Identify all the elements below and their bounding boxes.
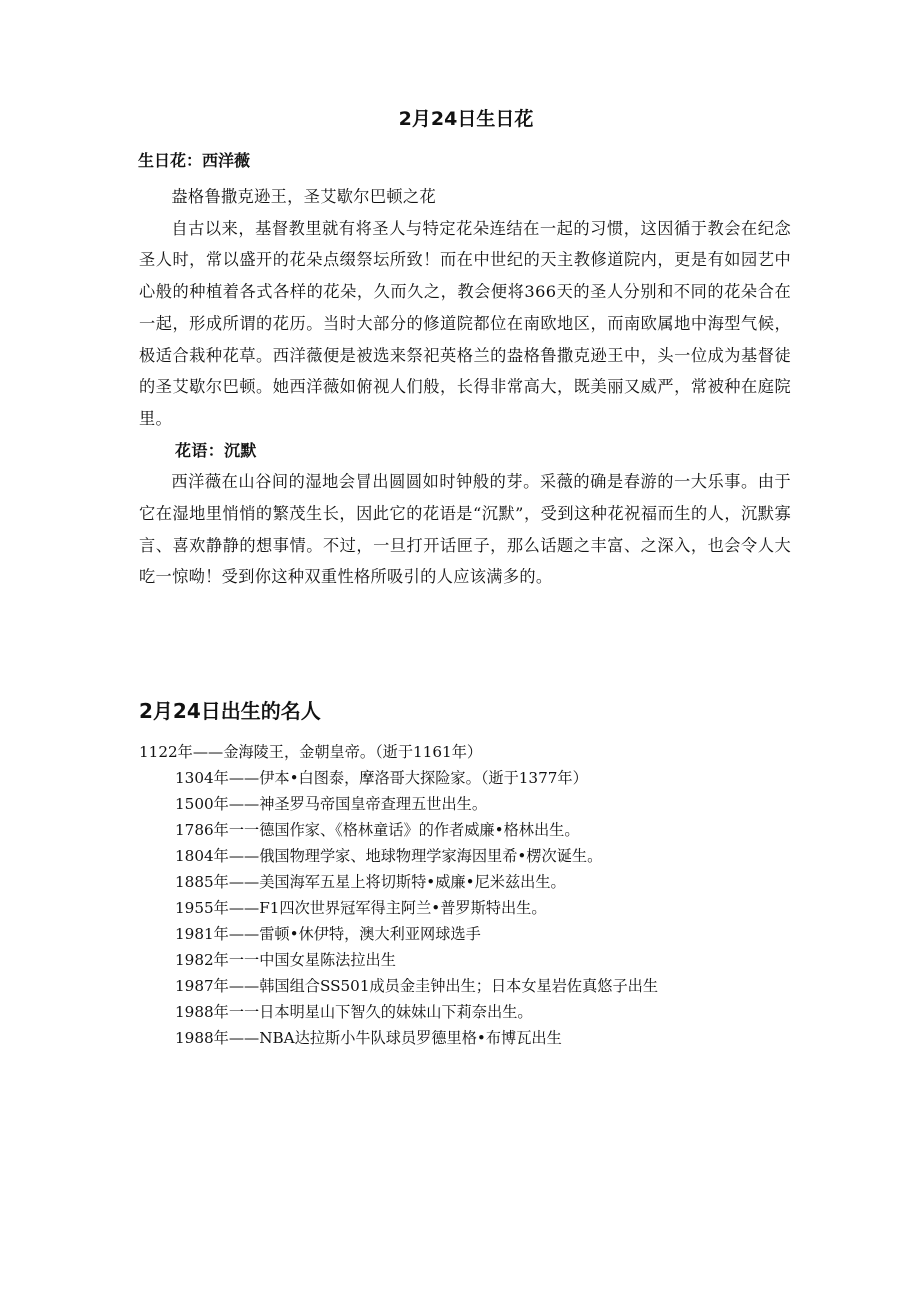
list-item: 1304年——伊本•白图泰，摩洛哥大探险家。（逝于1377年）: [175, 769, 588, 787]
list-item: 1500年——神圣罗马帝国皇帝查理五世出生。: [175, 795, 488, 813]
flower-subtitle: 盎格鲁撒克逊王，圣艾歇尔巴顿之花: [171, 187, 436, 206]
page-title: 2月24日生日花: [398, 108, 534, 130]
flower-language-paragraph: 西洋薇在山谷间的湿地会冒出圆圆如时钟般的芽。采薇的确是春游的一大乐事。由于它在湿地里悄悄的繁茂生长，因此它的花语是“沉默”，受到这种花祝福而生的人，沉默寡言、喜欢静静的想事情。不过，一旦打开话匣子，那么话题之丰富、之深入，也会令人大吃一惊呦！受到你这种双重性格所吸引的人应该满多的。: [139, 472, 791, 587]
list-item: 1981年——雷顿•休伊特，澳大利亚网球选手: [175, 925, 481, 943]
list-item: 1988年一一日本明星山下智久的妹妹山下莉奈出生。: [175, 1003, 533, 1021]
flower-description: [139, 181, 791, 593]
list-item: 1122年——金海陵王，金朝皇帝。（逝于1161年）: [139, 743, 483, 761]
list-item: 1987年——韩国组合SS501成员金圭钟出生；日本女星岩佐真悠子出生: [175, 977, 659, 995]
birthday-flower-label: 生日花：西洋薇: [138, 151, 251, 170]
section-heading: 2月24日出生的名人: [139, 699, 321, 723]
list-item: 1786年一一德国作家、《格林童话》的作者威廉•格林出生。: [175, 821, 580, 839]
flower-history-paragraph: 自古以来，基督教里就有将圣人与特定花朵连结在一起的习惯，这因循于教会在纪念圣人时，常以盛开的花朵点缀祭坛所致！而在中世纪的天主教修道院内，更是有如园艺中心般的种植着各式各样的花朵，久而久之，教会便将366天的圣人分别和不同的花朵合在一起，形成所谓的花历。当时大部分的修道院都位在南欧地区，而南欧属地中海型气候，极适合栽种花草。西洋薇便是被选来祭祀英格兰的盎格鲁撒克逊王中，头一位成为基督徒的圣艾歇尔巴顿。她西洋薇如俯视人们般，长得非常高大，既美丽又威严，常被种在庭院里。: [139, 218, 791, 428]
flower-language-label: 花语：沉默: [175, 440, 257, 460]
list-item: 1804年——俄国物理学家、地球物理学家海因里希•楞次诞生。: [175, 847, 603, 865]
list-item: 1988年——NBA达拉斯小牛队球员罗德里格•布博瓦出生: [175, 1029, 562, 1047]
list-item: 1982年一一中国女星陈法拉出生: [175, 951, 396, 969]
list-item: 1885年——美国海军五星上将切斯特•威廉•尼米兹出生。: [175, 873, 566, 891]
famous-people-list: [139, 739, 658, 1051]
list-item: 1955年——F1四次世界冠军得主阿兰•普罗斯特出生。: [175, 899, 547, 917]
